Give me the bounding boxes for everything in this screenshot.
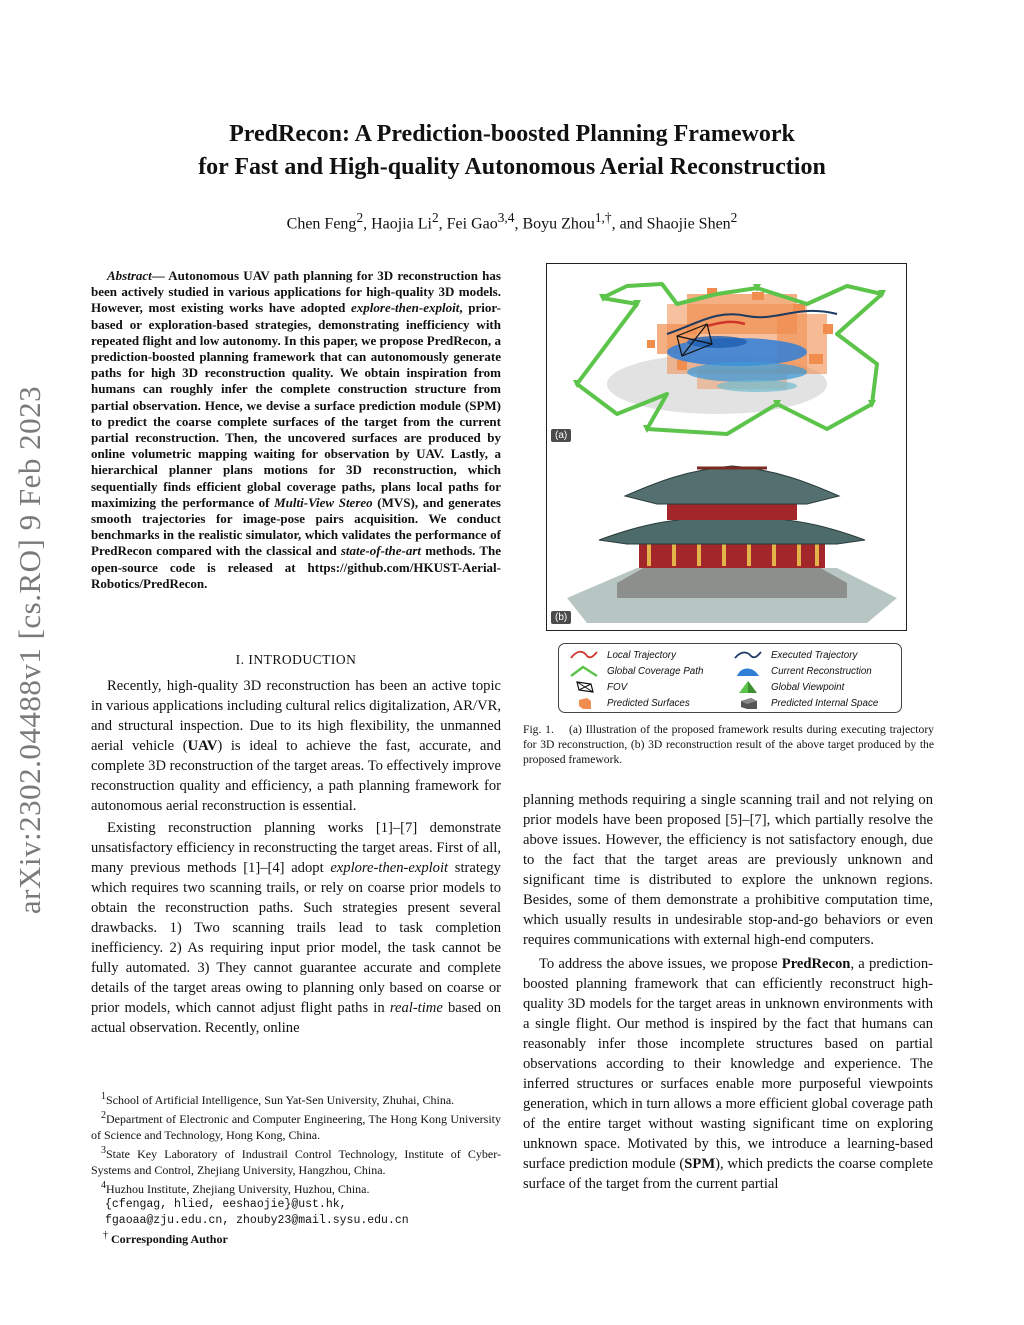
- legend-executed-trajectory: [733, 648, 857, 662]
- author-name: Boyu Zhou: [522, 215, 595, 233]
- panel-a-label: (a): [551, 429, 571, 442]
- corresponding-note: [91, 1228, 501, 1247]
- section-heading: I. INTRODUCTION: [235, 652, 357, 667]
- intro-right-column: [523, 790, 933, 1196]
- legend-label: Global Coverage Path: [607, 665, 704, 677]
- footnote-mark: 1: [101, 1091, 106, 1102]
- right-paragraph-1: planning methods requiring a single scanning trail and not relying on prior models have been proposed [5]–[7], which partially resolve the above issues. However, the efficiency is not satisfactory enough, due to the fact that the target areas are previously unknown and significant time is distributed to explore the unknown regions. Besides, some of them demonstrate a prohibitive computation time, which usually results in undesirable stop-and-go behaviors or even requires communications with external high-end computers.: [523, 792, 933, 948]
- abstract-text: Autonomous UAV path planning for 3D reconstruction has been actively studied in various applications for high-quality 3D models. However, most existing works have adopted: [91, 268, 501, 316]
- text-run: Existing reconstruction planning works [1]–[7] demonstrate unsatisfactory efficiency in reconstructing the target areas. First of all, many previous methods [1]–[4] adopt: [91, 820, 501, 876]
- abstract-text: methods. The open-source code is released at https://github.com/HKUST-Aerial-Robotics/PredRecon.: [91, 543, 502, 591]
- blue-surface-icon: [733, 664, 763, 678]
- temple-reconstruction: [547, 448, 906, 630]
- footnote-text: School of Artificial Intelligence, Sun Yat-Sen University, Zhuhai, China.: [106, 1093, 455, 1107]
- orange-cube-icon: [569, 696, 599, 710]
- footnote-mark: 4: [101, 1180, 106, 1192]
- email-line-1: {cfengag, hlied, eeshaojie}@ust.hk,: [105, 1198, 347, 1212]
- text-run: strategy which requires two scanning trails, or rely on coarse prior models to obtain the reconstruction paths. Such strategies present several drawbacks. 1) Two scanning trails lead to task completion inefficiency. 2) As requiring input prior model, the task cannot be fully automated. 3) They cannot guarantee accurate and complete details of the target areas owing to planning only based on coarse or prior models, which cannot adjust flight paths in: [91, 860, 501, 1016]
- footnote-text: State Key Laboratory of Industrail Control Technology, Institute of Cyber-Systems and Control, Zhejiang University, Hangzhou, China.: [91, 1147, 501, 1177]
- legend-predicted-internal: [733, 696, 878, 710]
- author-affil: 2: [431, 210, 439, 225]
- title-line-1: PredRecon: A Prediction-boosted Planning Framework: [229, 121, 795, 147]
- author-name: Haojia Li: [371, 215, 432, 233]
- legend-label: Predicted Internal Space: [771, 697, 879, 709]
- caption-label: Fig. 1.: [523, 723, 554, 736]
- legend-predicted-surfaces: [569, 696, 690, 710]
- text-run: ), which predicts the coarse complete surface of the target from the current partial: [523, 1156, 933, 1192]
- text-run-italic: real-time: [389, 1000, 443, 1016]
- footnote-text: Huzhou Institute, Zhejiang University, Huzhou, China.: [106, 1182, 370, 1197]
- dagger-mark: †: [103, 1230, 108, 1242]
- text-run-bold: SPM: [684, 1156, 716, 1172]
- author-affil: 3,4: [497, 210, 515, 225]
- abstract-text: (MVS), and generates smooth trajectories for image-pose pairs acquisition. We conduct benchmarks in the realistic simulator, which validates the performance of PredRecon compared with the classical and: [91, 494, 501, 559]
- legend-current-reconstruction: [733, 664, 872, 678]
- figure-legend: [558, 643, 902, 713]
- legend-label: Global Viewpoint: [771, 681, 845, 693]
- footnote-4: [91, 1178, 501, 1197]
- abstract-emph: Multi-View Stereo: [274, 494, 373, 510]
- viewpoint-cone-icon: [733, 680, 763, 694]
- fov-frustum-icon: [569, 680, 599, 694]
- text-run: , a prediction-boosted planning framework that can efficiently reconstruct high-quality 3D models for the target areas in unknown environments with a single flight. Our method is inspired by the fact that humans can reasonably infer those incomplete structures based on partial observations according to their knowledge and experience. The inferred structures or surfaces enable more purposeful viewpoints generation, which in turn allows a more efficient global coverage path of the entire target without wasting significant time on exploring unknown space. Motivated by this, we introduce a learning-based surface prediction module (: [523, 956, 933, 1172]
- arxiv-stamp: [8, 370, 52, 930]
- author-list: Chen Feng$^2$, Haojia Li$^2$, Fei Gao$^{3,4}$, Boyu Zhou$^{1,\dagger}$, and Shaojie Shen$^2$: [286, 210, 738, 233]
- title-line-2: for Fast and High-quality Autonomous Aerial Reconstruction: [198, 154, 826, 180]
- footnote-2: [91, 1108, 501, 1143]
- figure-caption: [523, 722, 934, 767]
- text-run-bold: PredRecon: [781, 956, 851, 972]
- author-name: Chen Feng: [286, 215, 357, 233]
- text-run: ) is ideal to achieve the fast, accurate, and complete 3D reconstruction of the target areas. To effectively improve reconstruction quality and efficiency, a path planning framework for autonomous aerial reconstruction is essential.: [91, 738, 501, 814]
- temple-lower-roof: [599, 516, 865, 544]
- abstract: [91, 268, 501, 592]
- legend-label: FOV: [607, 681, 628, 693]
- footnote-mark: 2: [101, 1110, 106, 1122]
- author-name: Shaojie Shen: [646, 215, 731, 233]
- temple-base: [617, 566, 847, 598]
- legend-local-trajectory: [569, 648, 676, 662]
- legend-label: Executed Trajectory: [771, 649, 858, 661]
- intro-left-column: [91, 676, 501, 1040]
- red-curve-icon: [569, 648, 599, 662]
- legend-fov: [569, 680, 627, 694]
- legend-label: Current Reconstruction: [771, 665, 872, 677]
- footnote-text: Department of Electronic and Computer Engineering, The Hong Kong University of Science and Technology, Hong Kong, China.: [91, 1112, 501, 1142]
- author-affil: 1,†: [594, 210, 612, 225]
- abstract-emph: state-of-the-art: [340, 543, 422, 559]
- text-run: To address the above issues, we propose: [539, 956, 782, 972]
- legend-label: Local Trajectory: [607, 649, 676, 661]
- footnote-3: [91, 1143, 501, 1178]
- legend-global-viewpoint: [733, 680, 844, 694]
- green-path-icon: [569, 664, 599, 678]
- caption-text: (a) Illustration of the proposed framework results during executing trajectory for 3D reconstruction, (b) 3D reconstruction result of the above target produced by the proposed framework.: [523, 723, 934, 766]
- abstract-label: Abstract: [107, 268, 152, 283]
- author-name: Fei Gao: [446, 215, 498, 233]
- footnote-mark: 3: [101, 1145, 106, 1157]
- author-conjunction: and: [619, 215, 643, 233]
- intro-paragraph-1: [91, 676, 501, 816]
- text-run-italic: explore-then-exploit: [330, 860, 449, 876]
- author-affil: 2: [730, 210, 738, 225]
- abstract-emph: explore-then-exploit: [351, 300, 460, 316]
- text-run-bold: UAV: [187, 738, 218, 754]
- legend-label: Predicted Surfaces: [607, 697, 690, 709]
- temple-upper-roof: [625, 466, 839, 504]
- text-run: Recently, high-quality 3D reconstruction has been an active topic in various applications including cultural relics digitalization, AR/VR, and structural inspection. Due to its high flexibility, the unmanned aerial vehicle (: [91, 678, 501, 754]
- figure-panel-b: [546, 448, 907, 631]
- dark-curve-icon: [733, 648, 763, 662]
- figure-1: [546, 263, 907, 631]
- abstract-text: , prior-based or exploration-based strategies, demonstrating inefficiency with repeated flight and low autonomy. In this paper, we propose PredRecon, a prediction-boosted planning framework that can autonomously generate paths for high 3D reconstruction quality. We obtain inspiration from humans can roughly infer the complete construction structure from partial observation. Hence, we devise a surface prediction module (SPM) to predict the coarse complete surfaces of the target from the current partial reconstruction. Then, the uncovered surfaces are produced by online volumetric mapping waiting for observation by UAV. Lastly, a hierarchical planner plans motions for 3D reconstruction, which sequentially finds efficient global coverage paths, plans local paths for maximizing the performance of: [91, 300, 502, 510]
- legend-global-coverage-path: [569, 664, 703, 678]
- figure-panel-a: [546, 263, 907, 449]
- abstract-dash: —: [151, 268, 169, 283]
- text-run: based on actual observation. Recently, online: [91, 1000, 502, 1036]
- planning-visualization: [547, 264, 906, 448]
- arxiv-stamp-text: arXiv:2302.04488v1 [cs.RO] 9 Feb 2023: [12, 385, 47, 915]
- right-paragraph-2: [523, 954, 933, 1194]
- corresponding-label: Corresponding Author: [111, 1232, 228, 1247]
- footnote-1: [91, 1089, 501, 1108]
- author-affil: 2: [356, 210, 364, 225]
- paper-title: [0, 118, 1024, 184]
- intro-paragraph-2: [91, 818, 501, 1038]
- footnotes: [91, 1089, 501, 1248]
- email-line-2: fgaoaa@zju.edu.cn, zhouby23@mail.sysu.edu.cn: [105, 1213, 409, 1227]
- gray-block-icon: [733, 696, 763, 710]
- panel-b-label: (b): [551, 611, 571, 624]
